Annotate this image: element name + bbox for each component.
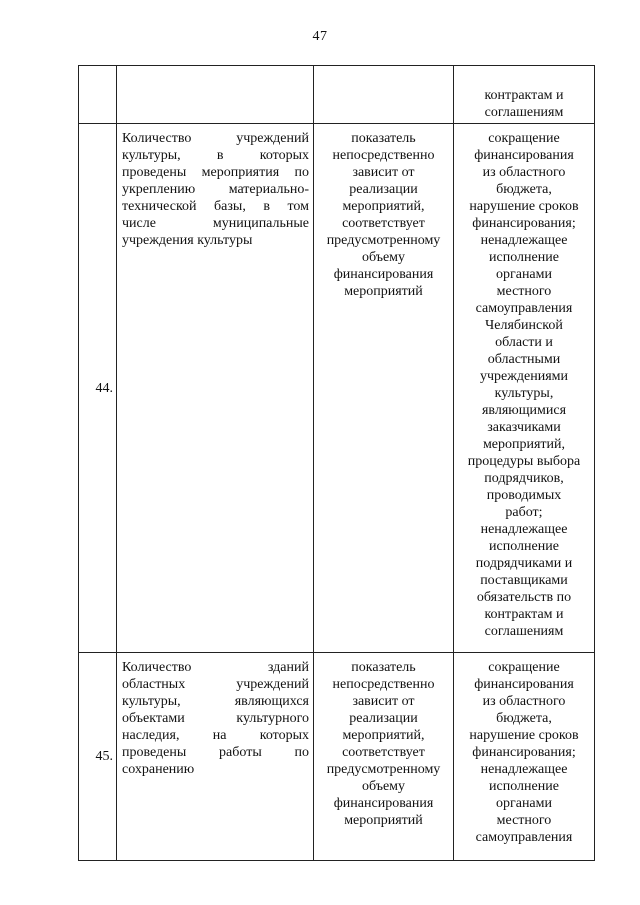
text-line: соответствует — [342, 216, 425, 231]
text-line: финансирования — [474, 677, 574, 692]
word: Количество — [122, 131, 192, 146]
cell-number — [79, 66, 117, 124]
cell-indicator-name — [117, 66, 314, 124]
word: в — [216, 148, 224, 163]
text-line: исполнение — [489, 250, 559, 265]
text-line: контрактам и — [484, 607, 564, 622]
word: наследия, — [122, 728, 180, 743]
text-line: нарушение сроков — [469, 199, 579, 214]
word: культуры, — [122, 148, 181, 163]
text-line: соответствует — [342, 745, 425, 760]
text-line: ненадлежащее — [480, 233, 568, 248]
text-line: исполнение — [489, 539, 559, 554]
text-line: предусмотренному — [326, 233, 441, 248]
table-row — [79, 653, 595, 861]
text-line: мероприятий — [344, 813, 423, 828]
text-line: местного — [496, 813, 552, 828]
text-line: соглашениям — [484, 105, 564, 120]
text-line: сокращение — [488, 660, 560, 675]
word: числе — [122, 216, 156, 231]
text-line: предусмотренному — [326, 762, 441, 777]
text-line — [122, 727, 309, 744]
text-line: ненадлежащее — [480, 762, 568, 777]
word: укреплению — [122, 182, 196, 197]
text-line: контрактам и — [484, 88, 564, 103]
text-line: местного — [496, 284, 552, 299]
text-line: Челябинской — [485, 318, 563, 333]
text-line — [122, 744, 309, 761]
text-line: бюджета, — [496, 711, 552, 726]
word: учреждений — [236, 677, 309, 692]
text-line: реализации — [349, 711, 418, 726]
indicators-table — [78, 65, 595, 861]
text-line: обязательств по — [476, 590, 572, 605]
text-line — [122, 164, 309, 181]
word: зданий — [267, 660, 309, 675]
cell-indicator-name — [117, 653, 314, 861]
word: культурного — [236, 711, 309, 726]
word: материально- — [228, 182, 309, 197]
text-line: подрядчиков, — [484, 471, 564, 486]
text-line — [122, 130, 309, 147]
word: на — [212, 728, 227, 743]
word: в — [263, 199, 270, 214]
text-line: органами — [495, 267, 552, 282]
text-line: сокращение — [488, 131, 560, 146]
text-line: непосредственно — [332, 677, 435, 692]
page-number: 47 — [312, 29, 328, 44]
text-line: соглашениям — [484, 624, 564, 639]
cell-indicator-name — [117, 124, 314, 653]
text-line: финансирования — [474, 148, 574, 163]
text-line — [122, 676, 309, 693]
word: которых — [259, 148, 309, 163]
word: базы, — [214, 199, 246, 214]
word: учреждения культуры — [122, 233, 253, 248]
text-line — [122, 198, 309, 215]
word: проведены — [122, 165, 187, 180]
text-line: органами — [495, 796, 552, 811]
word: муниципальные — [212, 216, 309, 231]
text-line: ненадлежащее — [480, 522, 568, 537]
text-line: зависит от — [352, 694, 415, 709]
text-line: подрядчиками и — [475, 556, 573, 571]
word: по — [294, 165, 309, 180]
text-line: мероприятий, — [482, 437, 566, 452]
text-line — [122, 181, 309, 198]
word: по — [294, 745, 309, 760]
word: объектами — [122, 711, 185, 726]
cell-risk — [454, 653, 595, 861]
text-line — [122, 693, 309, 710]
text-line: работ; — [505, 505, 543, 520]
text-line: процедуры выбора — [467, 454, 581, 469]
text-line: мероприятий, — [342, 728, 425, 743]
text-line — [122, 761, 309, 778]
text-line: объему — [361, 779, 406, 794]
cell-number: 45. — [79, 653, 117, 861]
text-line: из областного — [482, 694, 566, 709]
text-line — [122, 147, 309, 164]
table-row-continuation — [79, 66, 595, 124]
text-line: культуры, — [494, 386, 554, 401]
word: сохранению — [122, 762, 195, 777]
cell-risk — [454, 124, 595, 653]
word: работы — [219, 745, 262, 760]
text-line: показатель — [351, 660, 416, 675]
text-line: объему — [361, 250, 406, 265]
word: являющихся — [234, 694, 309, 709]
text-line — [122, 659, 309, 676]
text-line: мероприятий, — [342, 199, 425, 214]
text-line — [122, 710, 309, 727]
text-line: непосредственно — [332, 148, 435, 163]
text-line: мероприятий — [344, 284, 423, 299]
word: том — [287, 199, 309, 214]
word: областных — [122, 677, 186, 692]
text-line: зависит от — [352, 165, 415, 180]
word: мероприятия — [201, 165, 280, 180]
cell-risk — [454, 66, 595, 124]
text-line: поставщиками — [480, 573, 568, 588]
text-line: самоуправления — [475, 830, 573, 845]
text-line: учреждениями — [479, 369, 569, 384]
cell-description — [314, 124, 454, 653]
text-line: реализации — [349, 182, 418, 197]
text-line: являющимися — [481, 403, 567, 418]
text-line: исполнение — [489, 779, 559, 794]
word: проведены — [122, 745, 187, 760]
word: Количество — [122, 660, 192, 675]
word: которых — [259, 728, 309, 743]
table-row — [79, 124, 595, 653]
text-line: нарушение сроков — [469, 728, 579, 743]
text-line: области и — [495, 335, 553, 350]
text-line: заказчиками — [487, 420, 561, 435]
text-line: показатель — [351, 131, 416, 146]
text-line: бюджета, — [496, 182, 552, 197]
text-line: финансирования — [333, 267, 434, 282]
word: технической — [122, 199, 197, 214]
text-line: финансирования; — [472, 216, 576, 231]
text-line: финансирования — [333, 796, 434, 811]
text-line — [122, 215, 309, 232]
text-line: финансирования; — [472, 745, 576, 760]
cell-description — [314, 66, 454, 124]
text-line: из областного — [482, 165, 566, 180]
text-line: проводимых — [486, 488, 562, 503]
cell-description — [314, 653, 454, 861]
word: учреждений — [236, 131, 309, 146]
cell-number: 44. — [79, 124, 117, 653]
text-line: самоуправления — [475, 301, 573, 316]
text-line: областными — [487, 352, 561, 367]
word: культуры, — [122, 694, 181, 709]
text-line — [122, 232, 309, 249]
